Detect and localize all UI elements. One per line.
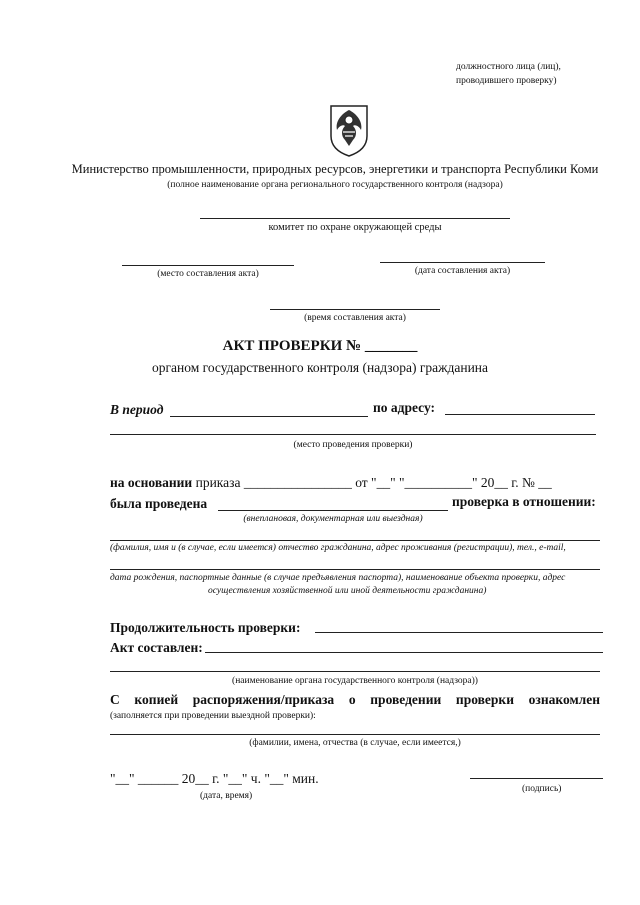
basis-order-text: приказа ________________ от "__" "__________" 20__ г. № __ bbox=[195, 475, 552, 490]
names-caption: (фамилии, имена, отчества (в случае, если имеется,) bbox=[249, 738, 461, 748]
basis-label: на основании bbox=[110, 475, 193, 490]
duration-label: Продолжительность проверки: bbox=[110, 620, 301, 635]
address-field-line[interactable] bbox=[445, 414, 595, 415]
acquainted-note: (заполняется при проведении выездной проверки): bbox=[110, 711, 316, 721]
compiled-label: Акт составлен: bbox=[110, 640, 203, 655]
committee-underline bbox=[200, 218, 510, 219]
duration-field-line[interactable] bbox=[315, 632, 603, 633]
names-field-line[interactable] bbox=[110, 734, 600, 735]
citizen-field-line-2[interactable] bbox=[110, 569, 600, 570]
citizen-caption-3: осуществления хозяйственной или иной деятельности гражданина) bbox=[208, 586, 487, 596]
place-field-line[interactable] bbox=[122, 265, 294, 266]
signature-field-line[interactable] bbox=[470, 778, 603, 779]
compiled-field-line-2[interactable] bbox=[110, 671, 600, 672]
inspection-regarding-label: проверка в отношении: bbox=[452, 494, 596, 509]
datetime-line: "__" ______ 20__ г. "__" ч. "__" мин. bbox=[110, 771, 319, 786]
date-caption: (дата составления акта) bbox=[414, 266, 511, 276]
act-title: АКТ ПРОВЕРКИ № _______ bbox=[222, 338, 418, 354]
compiled-field-line[interactable] bbox=[205, 652, 603, 653]
inspection-type-caption: (внеплановая, документарная или выездная) bbox=[243, 514, 423, 524]
period-field-line[interactable] bbox=[170, 416, 368, 417]
date-field-line[interactable] bbox=[380, 262, 545, 263]
address-label: по адресу: bbox=[373, 400, 436, 415]
header-note-line2: проводившего проверку) bbox=[456, 76, 557, 86]
period-label: В период bbox=[110, 402, 164, 417]
inspection-place-caption: (место проведения проверки) bbox=[293, 440, 413, 450]
authority-caption: (наименование органа государственного контроля (надзора)) bbox=[232, 676, 478, 686]
ministry-caption: (полное наименование органа регионального государственного контроля (надзора) bbox=[167, 180, 503, 190]
time-caption: (время составления акта) bbox=[304, 313, 406, 323]
coat-of-arms-emblem bbox=[327, 100, 371, 158]
acquainted-text: С копией распоряжения/приказа о проведении проверки ознакомлен bbox=[110, 692, 600, 707]
datetime-caption: (дата, время) bbox=[200, 791, 253, 801]
inspection-type-field-line[interactable] bbox=[218, 510, 448, 511]
conducted-label: была проведена bbox=[110, 496, 208, 511]
citizen-caption-2: дата рождения, паспортные данные (в случае предъявления паспорта), наименование объекта проверки, адрес bbox=[110, 573, 566, 583]
place-caption: (место составления акта) bbox=[157, 269, 259, 279]
address-field-line-2[interactable] bbox=[110, 434, 596, 435]
citizen-field-line[interactable] bbox=[110, 540, 600, 541]
time-field-line[interactable] bbox=[270, 309, 440, 310]
committee-name: комитет по охране окружающей среды bbox=[268, 222, 442, 233]
header-note-line1: должностного лица (лиц), bbox=[456, 62, 561, 72]
act-subtitle: органом государственного контроля (надзора) гражданина bbox=[151, 360, 489, 375]
ministry-name: Министерство промышленности, природных ресурсов, энергетики и транспорта Республики Коми bbox=[71, 162, 599, 176]
citizen-caption: (фамилия, имя и (в случае, если имеется) отчество гражданина, адрес проживания (регистрации), тел., e-mail, bbox=[110, 543, 566, 553]
signature-caption: (подпись) bbox=[522, 784, 562, 794]
